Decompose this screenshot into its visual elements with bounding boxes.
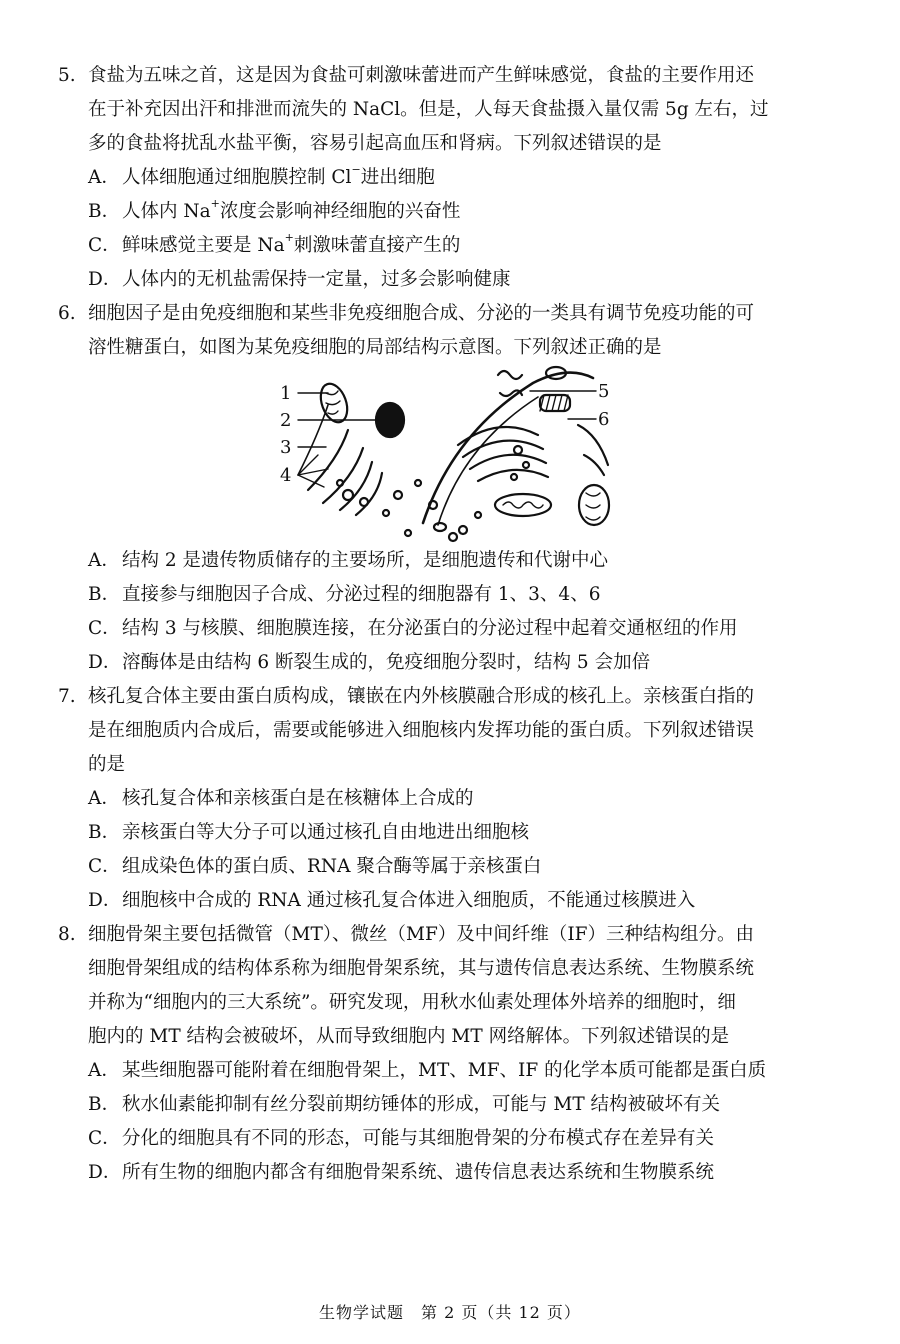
option-text: 细胞核中合成的 RNA 通过核孔复合体进入细胞质，不能通过核膜进入 — [122, 890, 696, 911]
question-number: 8. — [58, 924, 76, 945]
option-text-tail: 浓度会影响神经细胞的兴奋性 — [219, 201, 461, 222]
nucleus-shape — [376, 403, 404, 437]
option-text: 核孔复合体和亲核蛋白是在核糖体上合成的 — [122, 788, 474, 809]
cell-structure-figure — [268, 365, 618, 545]
question-text: 细胞骨架主要包括微管（MT）、微丝（MF）及中间纤维（IF）三种结构组分。由 — [88, 924, 754, 945]
option-text: 人体内 Na — [122, 201, 211, 222]
figure-label: 1 — [280, 383, 292, 404]
option-label: B． — [88, 584, 121, 605]
figure-label: 3 — [280, 437, 292, 458]
figure-label: 6 — [598, 409, 610, 430]
option-text: 亲核蛋白等大分子可以通过核孔自由地进出细胞核 — [122, 822, 530, 843]
option-label: A． — [88, 788, 120, 809]
option-text: 秋水仙素能抑制有丝分裂前期纺锤体的形成，可能与 MT 结构被破坏有关 — [122, 1094, 721, 1115]
option-text-tail: 刺激味蕾直接产生的 — [293, 235, 461, 256]
page-footer: 生物学试题 第 2 页（共 12 页） — [319, 1303, 581, 1322]
question-number: 6. — [58, 303, 76, 324]
option-text-tail: 进出细胞 — [360, 167, 435, 188]
option-label: D． — [88, 890, 122, 911]
question-text: 溶性糖蛋白，如图为某免疫细胞的局部结构示意图。下列叙述正确的是 — [88, 337, 662, 358]
mitochondrion-shape — [316, 380, 352, 426]
figure-label: 4 — [280, 465, 292, 486]
option-text: 溶酶体是由结构 6 断裂生成的，免疫细胞分裂时，结构 5 会加倍 — [122, 652, 651, 673]
option-label: A． — [88, 1060, 120, 1081]
option-text: 所有生物的细胞内都含有细胞骨架系统、遗传信息表达系统和生物膜系统 — [122, 1162, 715, 1183]
question-text: 多的食盐将扰乱水盐平衡，容易引起高血压和肾病。下列叙述错误的是 — [88, 133, 662, 154]
option-label: C． — [88, 235, 121, 256]
option-label: B． — [88, 201, 121, 222]
option-label: C． — [88, 856, 121, 877]
option-label: A． — [88, 167, 120, 188]
option-text: 直接参与细胞因子合成、分泌过程的细胞器有 1、3、4、6 — [122, 584, 601, 605]
option-text: 人体内的无机盐需保持一定量，过多会影响健康 — [122, 269, 511, 290]
question-number: 7. — [58, 686, 76, 707]
option-text: 某些细胞器可能附着在细胞骨架上，MT、MF、IF 的化学本质可能都是蛋白质 — [122, 1060, 767, 1081]
option-label: A． — [88, 550, 120, 571]
figure-label: 2 — [280, 410, 292, 431]
question-text: 的是 — [88, 754, 126, 775]
question-text: 食盐为五味之首，这是因为食盐可刺激味蕾进而产生鲜味感觉，食盐的主要作用还 — [88, 65, 755, 86]
option-label: D． — [88, 652, 122, 673]
option-label: C． — [88, 618, 121, 639]
option-label: B． — [88, 1094, 121, 1115]
option-text: 结构 3 与核膜、细胞膜连接，在分泌蛋白的分泌过程中起着交通枢纽的作用 — [122, 618, 738, 639]
question-number: 5. — [58, 65, 76, 86]
option-text: 分化的细胞具有不同的形态，可能与其细胞骨架的分布模式存在差异有关 — [122, 1128, 715, 1149]
option-label: B． — [88, 822, 121, 843]
figure-label: 5 — [598, 381, 610, 402]
superscript: + — [210, 196, 220, 210]
option-label: C． — [88, 1128, 121, 1149]
superscript: + — [284, 230, 294, 244]
question-text: 细胞因子是由免疫细胞和某些非免疫细胞合成、分泌的一类具有调节免疫功能的可 — [88, 303, 755, 324]
option-label: D． — [88, 269, 122, 290]
question-text: 是在细胞质内合成后，需要或能够进入细胞核内发挥功能的蛋白质。下列叙述错误 — [88, 720, 755, 741]
question-text: 在于补充因出汗和排泄而流失的 NaCl。但是，人每天食盐摄入量仅需 5g 左右，过 — [88, 99, 769, 120]
option-text: 结构 2 是遗传物质储存的主要场所，是细胞遗传和代谢中心 — [122, 550, 609, 571]
option-text: 人体细胞通过细胞膜控制 Cl — [122, 167, 352, 188]
question-text: 胞内的 MT 结构会被破坏，从而导致细胞内 MT 网络解体。下列叙述错误的是 — [88, 1026, 730, 1047]
question-text: 核孔复合体主要由蛋白质构成，镶嵌在内外核膜融合形成的核孔上。亲核蛋白指的 — [88, 686, 755, 707]
question-text: 并称为“细胞内的三大系统”。研究发现，用秋水仙素处理体外培养的细胞时，细 — [88, 992, 736, 1013]
question-text: 细胞骨架组成的结构体系称为细胞骨架系统，其与遗传信息表达系统、生物膜系统 — [88, 958, 755, 979]
option-text: 组成染色体的蛋白质、RNA 聚合酶等属于亲核蛋白 — [122, 856, 542, 877]
superscript: − — [351, 162, 361, 176]
option-text: 鲜味感觉主要是 Na — [122, 235, 285, 256]
option-label: D． — [88, 1162, 122, 1183]
